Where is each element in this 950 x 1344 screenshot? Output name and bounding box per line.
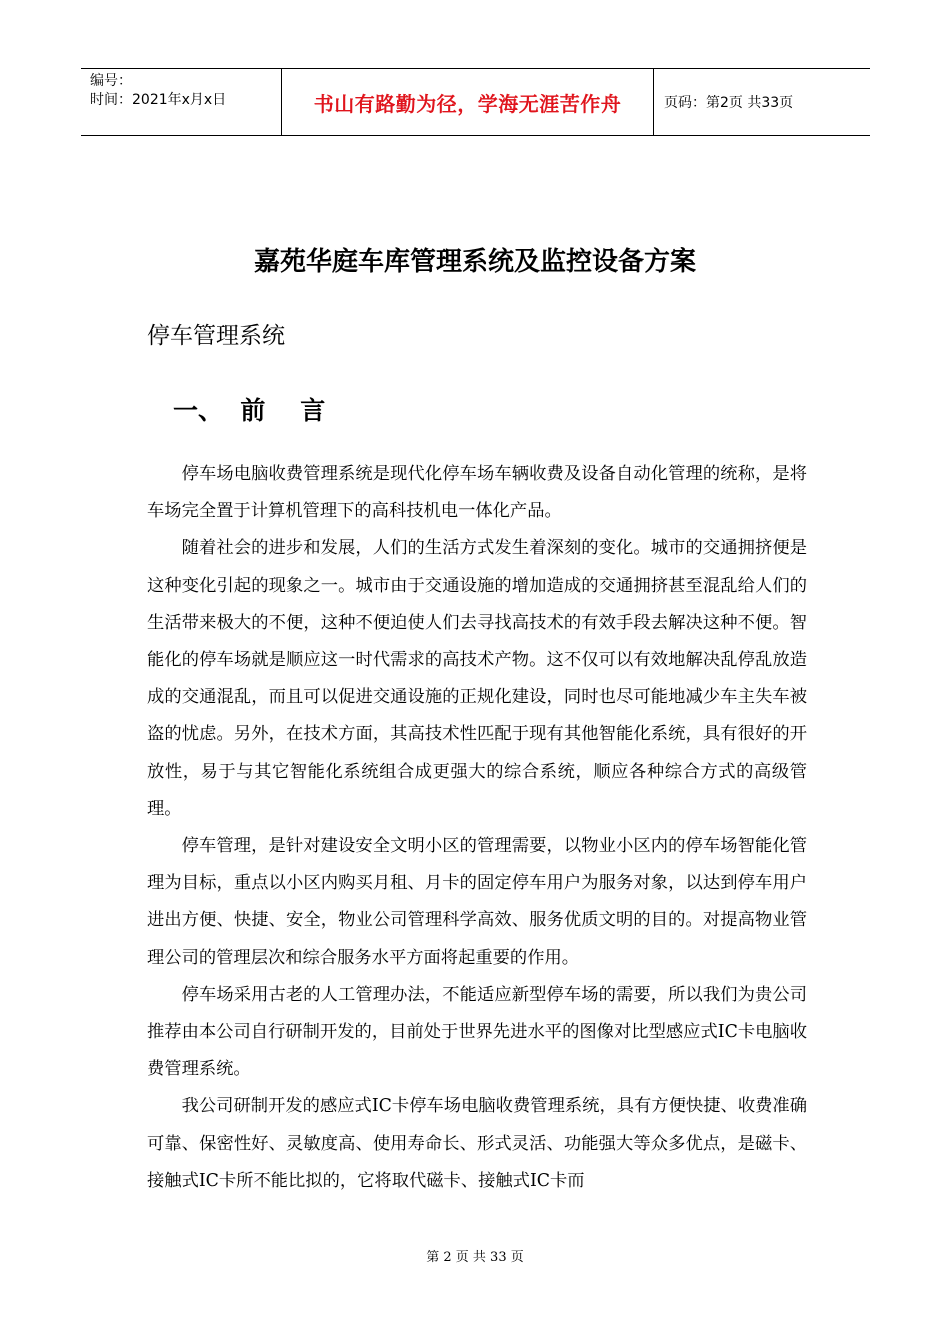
paragraph: 我公司研制开发的感应式IC卡停车场电脑收费管理系统，具有方便快捷、收费准确可靠、保密性好、灵敏度高、使用寿命长、形式灵活、功能强大等众多优点，是磁卡、接触式IC卡所不能比拟的，它将取代磁卡、接触式IC卡而 bbox=[147, 1096, 807, 1191]
section-title: 停车管理系统 bbox=[147, 323, 285, 349]
chapter-title: 一、 前 言 bbox=[173, 396, 326, 425]
page-footer: 第 2 页 共 33 页 bbox=[426, 1250, 524, 1265]
header-page-info: 页码：第2页 共33页 bbox=[664, 95, 794, 111]
paragraph: 停车场采用古老的人工管理办法，不能适应新型停车场的需要，所以我们为贵公司推荐由本公司自行研制开发的，目前处于世界先进水平的图像对比型感应式IC卡电脑收费管理系统。 bbox=[147, 984, 807, 1080]
number-label: 编号： bbox=[90, 73, 132, 89]
time-label: 时间：2021年x月x日 bbox=[90, 92, 227, 108]
header-meta bbox=[81, 69, 281, 135]
body-text bbox=[147, 456, 807, 1200]
page-header bbox=[81, 68, 870, 136]
paragraph: 停车管理，是针对建设安全文明小区的管理需要，以物业小区内的停车场智能化管理为目标，重点以小区内购买月租、月卡的固定停车用户为服务对象，以达到停车用户进出方便、快捷、安全，物业公司管理科学高效、服务优质文明的目的。对提高物业管理公司的管理层次和综合服务水平方面将起重要的作用。 bbox=[147, 836, 807, 968]
paragraph: 停车场电脑收费管理系统是现代化停车场车辆收费及设备自动化管理的统称，是将车场完全置于计算机管理下的高科技机电一体化产品。 bbox=[147, 464, 807, 522]
header-motto: 书山有路勤为径，学海无涯苦作舟 bbox=[281, 69, 654, 135]
paragraph: 随着社会的进步和发展，人们的生活方式发生着深刻的变化。城市的交通拥挤便是这种变化引起的现象之一。城市由于交通设施的增加造成的交通拥挤甚至混乱给人们的生活带来极大的不便，这种不便迫使人们去寻找高技术的有效手段去解决这种不便。智能化的停车场就是顺应这一时代需求的高技术产物。这不仅可以有效地解决乱停乱放造成的交通混乱，而且可以促进交通设施的正规化建设，同时也尽可能地减少车主失车被盗的忧虑。另外，在技术方面，其高技术性匹配于现有其他智能化系统，具有很好的开放性，易于与其它智能化系统组合成更强大的综合系统，顺应各种综合方式的高级管理。 bbox=[147, 538, 807, 819]
document-title: 嘉苑华庭车库管理系统及监控设备方案 bbox=[253, 247, 696, 277]
